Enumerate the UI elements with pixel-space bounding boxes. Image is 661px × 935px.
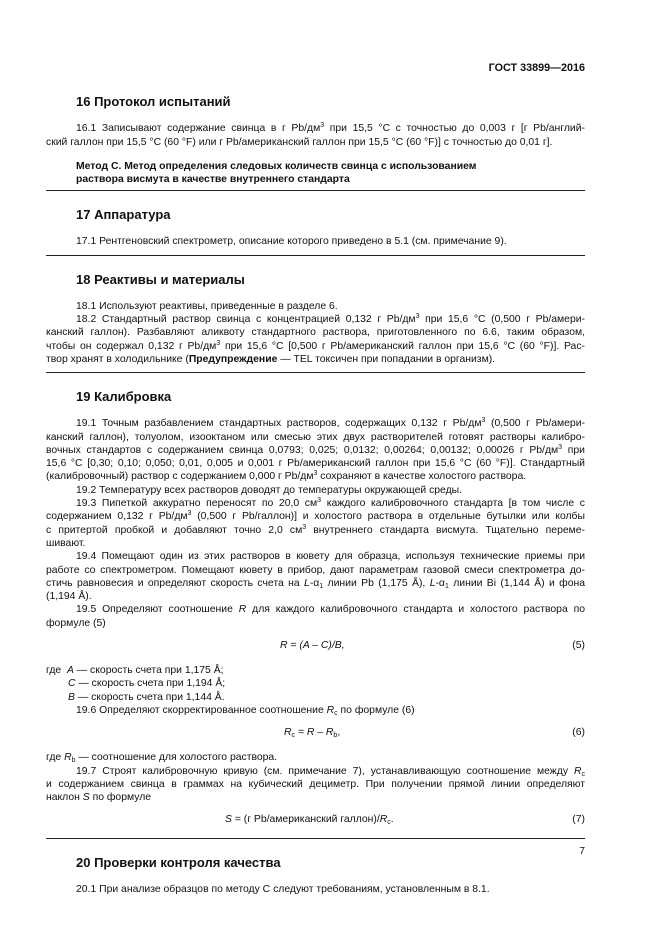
para-19-5-l1 <box>46 603 585 616</box>
text: 16.1 Записывают содержание свинца в г Pb/дм <box>76 123 321 135</box>
symbol: S <box>82 792 90 804</box>
text: при <box>562 444 585 456</box>
subscript: c <box>291 732 296 740</box>
symbol: R <box>64 752 72 764</box>
text: — скорость счета при 1,144 Å. <box>74 691 225 703</box>
section-19-title: 19 Калибровка <box>76 389 172 405</box>
superscript: 3 <box>216 339 221 347</box>
formula-6 <box>46 726 585 741</box>
text: сохраняют в качестве холостого раствора. <box>317 471 527 483</box>
symbol: R <box>326 704 335 716</box>
method-c-line1: Метод С. Метод определения следовых количеств свинца с использованием <box>76 160 477 172</box>
para-19-5-l2: формуле (5) <box>46 617 106 629</box>
text: 19.6 Определяют скорректированное соотношение <box>76 704 327 716</box>
subscript: c <box>581 770 585 778</box>
text: чтобы он содержал 0,132 г Pb/дм <box>46 340 217 352</box>
text: твор хранят в холодильнике ( <box>46 353 189 365</box>
page-number: 7 <box>579 846 585 857</box>
para-16-1 <box>46 122 585 135</box>
legend-Rb <box>46 751 585 764</box>
divider <box>46 372 585 373</box>
para-19-1-l2: канский галлон), толуолом, изооктаном или смесью этих двух растворителей готовят растворы калибро- <box>46 431 585 443</box>
doc-header: ГОСТ 33899—2016 <box>488 62 585 74</box>
symbol: R <box>573 765 582 777</box>
text: — соотношение для холостого раствора. <box>75 752 278 764</box>
symbol: R <box>238 604 247 616</box>
superscript: 3 <box>187 510 192 518</box>
para-19-2: 19.2 Температуру всех растворов доводят до температуры окружающей среды. <box>76 484 463 496</box>
text: — скорость счета при 1,175 Å; <box>73 665 224 677</box>
divider <box>46 255 585 256</box>
section-16-title: 16 Протокол испытаний <box>76 94 231 110</box>
superscript: 3 <box>415 313 420 321</box>
text: — TEL токсичен при попадании в организм). <box>277 353 496 365</box>
warning-label: Предупреждение <box>188 353 278 365</box>
formula-5 <box>46 639 585 654</box>
symbol: R <box>379 814 388 826</box>
text: линии Pb (1,175 Å), <box>323 577 430 589</box>
superscript: 3 <box>320 122 325 130</box>
formula-7-number: (7) <box>572 814 585 826</box>
para-18-2-l4 <box>46 353 585 366</box>
superscript: 3 <box>313 470 318 478</box>
superscript: 3 <box>317 497 322 505</box>
superscript: 3 <box>302 523 307 531</box>
formula-expr: = R – R <box>295 727 334 739</box>
formula-expr: = (г Pb/американский галлон)/ <box>231 814 380 826</box>
para-19-3-l3 <box>46 524 585 537</box>
text: 19.3 Пипеткой аккуратно переносят по 20,0 см <box>76 498 318 510</box>
text: (0,500 г Pb/галлон)] и холостого раствора в отдельные бутылки или колбы <box>191 511 585 523</box>
para-16-1-cont: ский галлон при 15,5 °С (60 °F) или г Pb/американский галлон при 15,5 °С (60 °F)] с точностью до 0,01 г]. <box>46 136 553 148</box>
text: 19.7 Строят калибровочную кривую (см. примечание 7), устанавливающую соотношение между <box>76 765 574 777</box>
text: , <box>337 727 341 739</box>
subscript: c <box>387 819 391 827</box>
text: при 15,5 °С с точностью до 0,003 г [г Pb/англий- <box>324 123 585 135</box>
para-19-1-l5 <box>46 470 585 483</box>
symbol: -α <box>435 577 445 589</box>
para-19-4-l4: (1,194 Å). <box>46 591 92 603</box>
legend-B <box>46 691 585 704</box>
spacer <box>46 149 585 160</box>
para-19-7-l3 <box>46 791 585 804</box>
legend-A <box>46 664 585 677</box>
para-19-7-l1 <box>46 765 585 778</box>
para-19-4-l1: 19.4 Помещают один из этих растворов в кювету для образца, используя технические приемы при <box>76 551 585 563</box>
symbol: A <box>66 665 74 677</box>
formula-expr: = (A – C)/B, <box>287 640 345 652</box>
para-17-1: 17.1 Рентгеновский спектрометр, описание которого приведено в 5.1 (см. примечание 9). <box>76 236 507 248</box>
symbol: R <box>284 727 292 739</box>
text: для каждого калибровочного стандарта и холостого раствора по <box>246 604 585 616</box>
para-19-3-l2 <box>46 510 585 523</box>
text: при 15,6 °С [0,500 г Pb/американский галлон при 15,6 °С (60 °F)]. Рас- <box>220 340 585 352</box>
para-19-3-l4: шивают. <box>46 537 86 549</box>
symbol: B <box>68 691 75 703</box>
para-19-1-l1 <box>46 417 585 430</box>
para-19-1-l3 <box>46 444 585 457</box>
formula-7-expr <box>225 813 394 826</box>
legend-C <box>46 677 585 690</box>
text: 18.2 Стандартный раствор свинца с концентрацией 0,132 г Pb/дм <box>76 314 416 326</box>
text: стичь равновесия и определяют скорость счета на <box>46 577 305 589</box>
text: где <box>46 665 62 677</box>
symbol: S <box>225 814 232 826</box>
text: (калибровочный) раствор с содержанием 0,000 г Pb/дм <box>46 471 314 483</box>
para-19-6 <box>46 704 585 717</box>
formula-5-number: (5) <box>572 640 585 652</box>
para-19-4-l3 <box>46 577 585 590</box>
text: содержанием 0,132 г Pb/дм <box>46 511 188 523</box>
para-18-2-l2: канский галлон). Разбавляют аликвоту стандартного раствора, приготовленного по 6.6, таким образом, <box>46 327 585 339</box>
text: 19.5 Определяют соотношение <box>76 604 239 616</box>
text: по формуле (6) <box>337 704 415 716</box>
superscript: 3 <box>558 443 563 451</box>
divider <box>46 838 585 839</box>
symbol: L <box>429 577 436 589</box>
para-18-2-l3 <box>46 340 585 353</box>
symbol: L <box>304 577 310 589</box>
para-19-3-l1 <box>46 497 585 510</box>
formula-6-expr <box>284 726 340 739</box>
subscript: 1 <box>444 582 449 590</box>
text: по формуле <box>89 792 152 804</box>
text: с притертой пробкой и добавляют точно 2,0 см <box>46 524 303 536</box>
text: линии Bi (1,144 Å) и фона <box>448 577 585 589</box>
para-19-7-l2: и содержанием свинца в граммах на кубический дециметр. При получении прямой линии определяют <box>46 778 585 790</box>
section-20-title: 20 Проверки контроля качества <box>76 855 281 871</box>
formula-5-expr <box>280 639 345 652</box>
section-17-title: 17 Аппаратура <box>76 207 171 223</box>
divider <box>46 190 585 191</box>
para-20-1: 20.1 При анализе образцов по методу С следуют требованиям, установленным в 8.1. <box>76 884 490 896</box>
para-18-2-l1 <box>46 313 585 326</box>
symbol: R <box>280 640 288 652</box>
subscript: c <box>334 709 338 717</box>
superscript: 3 <box>481 417 486 425</box>
text: . <box>390 814 394 826</box>
formula-6-number: (6) <box>572 727 585 739</box>
para-18-1: 18.1 Используют реактивы, приведенные в разделе 6. <box>76 300 338 312</box>
para-19-1-l4: 15,6 °С [0,30; 0,10; 0,050; 0,01, 0,005 и 0,001 г Pb/американский галлон при 15,6 °С (60 °F)]. Стандартный <box>46 458 585 470</box>
text: внутреннего стандарта висмута. Тщательно переме- <box>306 524 586 536</box>
text: 19.1 Точным разбавлением стандартных растворов, содержащих 0,132 г Pb/дм <box>76 418 482 430</box>
formula-7 <box>46 813 585 828</box>
text: (0,500 г Pb/амери- <box>485 418 585 430</box>
subscript: b <box>333 732 338 740</box>
symbol: C <box>68 678 76 690</box>
text: — скорость счета при 1,194 Å; <box>75 678 226 690</box>
subscript: 1 <box>319 582 324 590</box>
method-c-line2: раствора висмута в качестве внутреннего стандарта <box>76 174 350 186</box>
text: при 15,6 °С (0,500 г Pb/амери- <box>419 314 585 326</box>
text: наклон <box>46 792 83 804</box>
subscript: b <box>71 757 76 765</box>
text: вочных стандартов с содержанием свинца 0,0793; 0,025; 0,0132; 0,00264; 0,00132; 0,00026 г Pb/дм <box>46 444 559 456</box>
para-19-4-l2: работе со спектрометром. Помещают кювету в прибор, дают параметрам газовой смеси спектрометра до- <box>46 564 585 576</box>
text: где <box>46 752 62 764</box>
section-18-title: 18 Реактивы и материалы <box>76 271 245 287</box>
symbol: -α <box>309 577 320 589</box>
text: каждого калибровочного стандарта [в том числе с <box>321 498 585 510</box>
